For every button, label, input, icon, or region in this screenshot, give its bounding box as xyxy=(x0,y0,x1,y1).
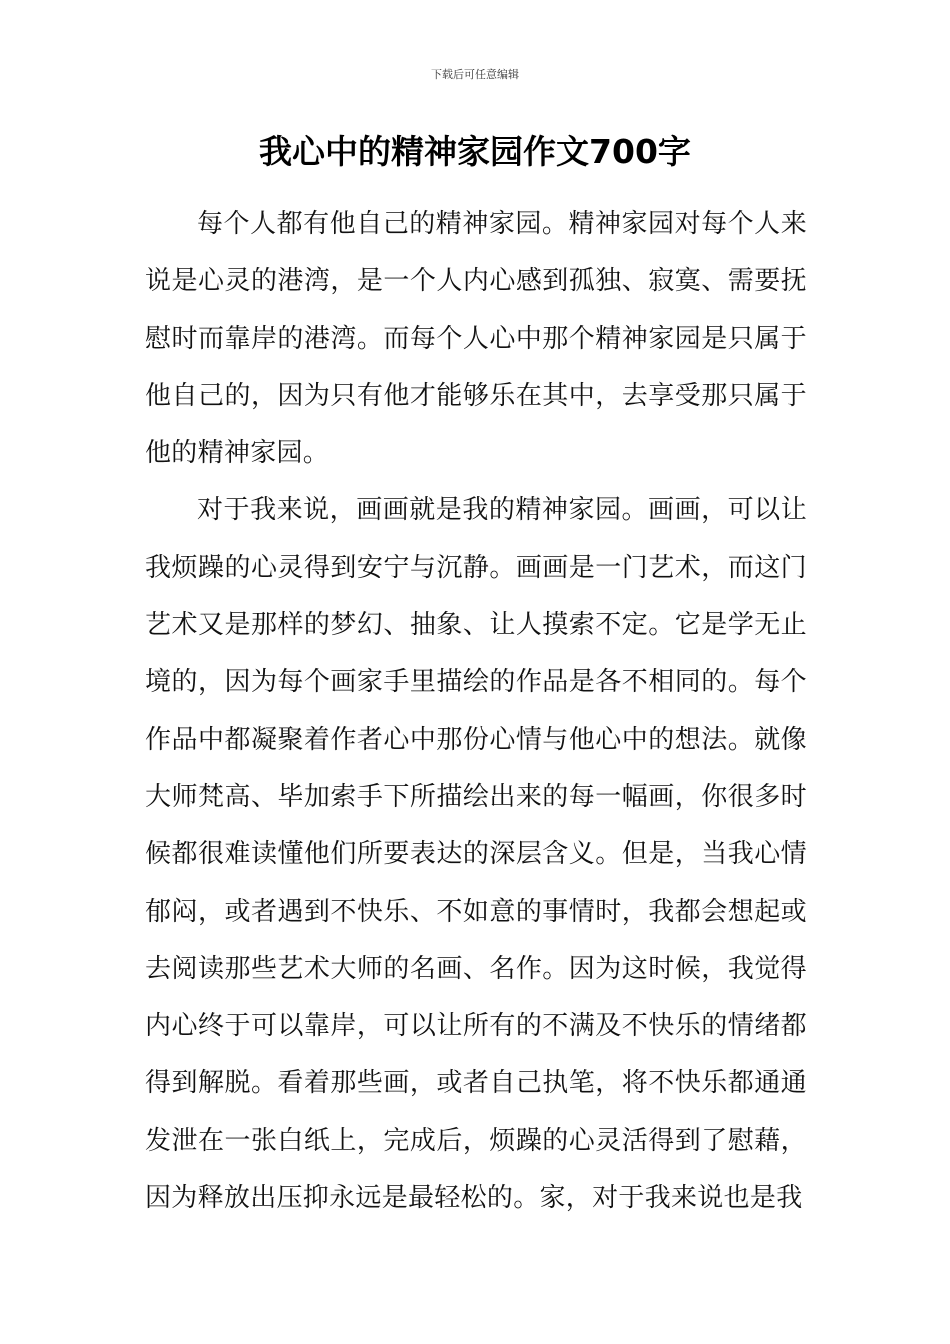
document-title: 我心中的精神家园作文700字 xyxy=(259,132,691,171)
header-note: 下载后可任意编辑 xyxy=(431,68,519,81)
paragraph-2: 对于我来说，画画就是我的精神家园。画画，可以让我烦躁的心灵得到安宁与沉静。画画是一门艺术，而这门艺术又是那样的梦幻、抽象、让人摸索不定。它是学无止境的，因为每个画家手里描绘的作品是各不相同的。每个作品中都凝聚着作者心中那份心情与他心中的想法。就像大师梵高、毕加索手下所描绘出来的每一幅画，你很多时候都很难读懂他们所要表达的深层含义。但是，当我心情郁闷，或者遇到不快乐、不如意的事情时，我都会想起或去阅读那些艺术大师的名画、名作。因为这时候，我觉得内心终于可以靠岸，可以让所有的不满及不快乐的情绪都得到解脱。看着那些画，或者自己执笔，将不快乐都通通发泄在一张白纸上，完成后，烦躁的心灵活得到了慰藉，因为释放出压抑永远是最轻松的。家，对于我来说也是我 xyxy=(145,495,807,1214)
document-body xyxy=(145,196,807,1227)
paragraph-1: 每个人都有他自己的精神家园。精神家园对每个人来说是心灵的港湾，是一个人内心感到孤独、寂寞、需要抚慰时而靠岸的港湾。而每个人心中那个精神家园是只属于他自己的，因为只有他才能够乐在其中，去享受那只属于他的精神家园。 xyxy=(145,209,807,469)
